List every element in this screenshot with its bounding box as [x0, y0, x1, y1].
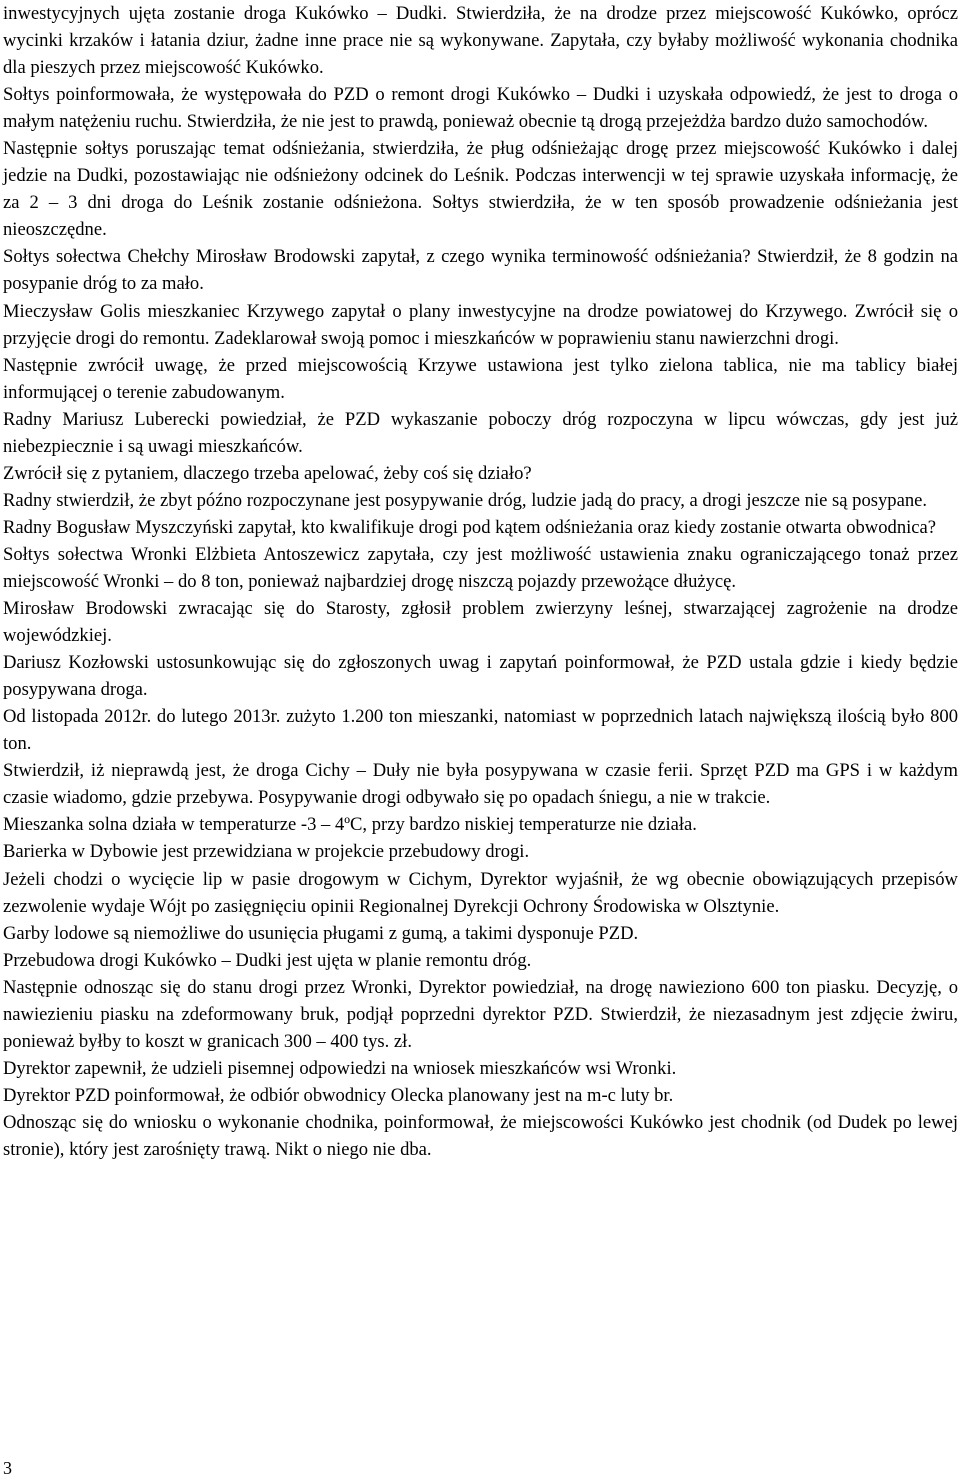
paragraph-20: Przebudowa drogi Kukówko – Dudki jest ujęta w planie remontu dróg.: [3, 949, 532, 971]
paragraph-13: Dariusz Kozłowski ustosunkowując się do zgłoszonych uwag i zapytań poinformował, że PZD ustala gdzie i kiedy będzie posypywana droga.: [3, 652, 958, 701]
paragraph-14: Od listopada 2012r. do lutego 2013r. zużyto 1.200 ton mieszanki, natomiast w poprzednich latach największą ilością było 800 ton.: [3, 706, 958, 755]
paragraph-18: Jeżeli chodzi o wycięcie lip w pasie drogowym w Cichym, Dyrektor wyjaśnił, że wg obecnie obowiązujących przepisów zezwolenie wydaje Wójt po zasięgnięciu opinii Regionalnej Dyrekcji Ochrony Środowiska w Olsztynie.: [3, 868, 958, 917]
paragraph-10: Radny Bogusław Myszczyński zapytał, kto kwalifikuje drogi pod kątem odśnieżania oraz kiedy zostanie otwarta obwodnica?: [3, 516, 937, 538]
paragraph-16: Mieszanka solna działa w temperaturze -3 – 4ºC, przy bardzo niskiej temperaturze nie działa.: [3, 814, 697, 836]
paragraph-9: Radny stwierdził, że zbyt późno rozpoczynane jest posypywanie dróg, ludzie jadą do pracy, a drogi jeszcze nie są posypane.: [3, 489, 928, 511]
paragraph-24: Odnosząc się do wniosku o wykonanie chodnika, poinformował, że miejscowości Kukówko jest chodnik (od Dudek po lewej stronie), który jest zarośnięty trawą. Nikt o niego nie dba.: [3, 1111, 958, 1160]
paragraph-4: Sołtys sołectwa Chełchy Mirosław Brodowski zapytał, z czego wynika terminowość odśnieżania? Stwierdził, że 8 godzin na posypanie dróg to za mało.: [3, 246, 958, 295]
paragraph-5: Mieczysław Golis mieszkaniec Krzywego zapytał o plany inwestycyjne na drodze powiatowej do Krzywego. Zwrócił się o przyjęcie drogi do remontu. Zadeklarował swoją pomoc i mieszkańców w poprawieniu stanu nawierzchni drogi.: [3, 300, 958, 349]
paragraph-11: Sołtys sołectwa Wronki Elżbieta Antoszewicz zapytała, czy jest możliwość ustawienia znaku ograniczającego tonaż przez miejscowość Wronki – do 8 ton, ponieważ najbardziej drogę niszczą pojazdy przewożące dłużycę.: [3, 543, 958, 592]
page-number: 3: [3, 1458, 12, 1478]
paragraph-12: Mirosław Brodowski zwracając się do Starosty, zgłosił problem zwierzyny leśnej, stwarzającej zagrożenie na drodze wojewódzkiej.: [3, 598, 958, 647]
paragraph-19: Garby lodowe są niemożliwe do usunięcia pługami z gumą, a takimi dysponuje PZD.: [3, 922, 639, 944]
paragraph-15: Stwierdził, iż nieprawdą jest, że droga Cichy – Duły nie była posypywana w czasie ferii. Sprzęt PZD ma GPS i w każdym czasie wiadomo, gdzie przebywa. Posypywanie drogi odbywało się po opadach śniegu, a nie w trakcie.: [3, 760, 958, 809]
paragraph-8: Zwrócił się z pytaniem, dlaczego trzeba apelować, żeby coś się działo?: [3, 462, 532, 484]
paragraph-7: Radny Mariusz Luberecki powiedział, że PZD wykaszanie poboczy dróg rozpoczyna w lipcu wówczas, gdy jest już niebezpiecznie i są uwagi mieszkańców.: [3, 408, 958, 457]
paragraph-17: Barierka w Dybowie jest przewidziana w projekcie przebudowy drogi.: [3, 841, 530, 863]
paragraph-3: Następnie sołtys poruszając temat odśnieżania, stwierdziła, że pług odśnieżając drogę przez miejscowość Kukówko i dalej jedzie na Dudki, pozostawiając nie odśnieżony odcinek do Leśnik. Podczas interwencji w tej sprawie uzyskała informację, że za 2 – 3 dni droga do Leśnik zostanie odśnieżona. Sołtys stwierdziła, że w ten sposób prowadzenie odśnieżania jest nieoszczędne.: [3, 138, 958, 241]
paragraph-23: Dyrektor PZD poinformował, że odbiór obwodnicy Olecka planowany jest na m-c luty br.: [3, 1084, 674, 1106]
paragraph-2: Sołtys poinformowała, że występowała do PZD o remont drogi Kukówko – Dudki i uzyskała odpowiedź, że jest to droga o małym natężeniu ruchu. Stwierdziła, że nie jest to prawdą, ponieważ obecnie tą drogą przejeżdża bardzo dużo samochodów.: [3, 84, 958, 133]
paragraph-21: Następnie odnosząc się do stanu drogi przez Wronki, Dyrektor powiedział, na drogę nawieziono 600 ton piasku. Decyzję, o nawiezieniu piasku na zdeformowany bruk, podjął poprzedni dyrektor PZD. Stwierdził, że niezasadnym jest zdjęcie żwiru, ponieważ byłby to koszt w granicach 300 – 400 tys. zł.: [3, 976, 958, 1052]
paragraph-22: Dyrektor zapewnił, że udzieli pisemnej odpowiedzi na wniosek mieszkańców wsi Wronki.: [3, 1057, 677, 1079]
paragraph-6: Następnie zwrócił uwagę, że przed miejscowością Krzywe ustawiona jest tylko zielona tablica, nie ma tablicy białej informującej o terenie zabudowanym.: [3, 354, 958, 403]
document-page: [3, 0, 958, 1163]
paragraph-1: inwestycyjnych ujęta zostanie droga Kukówko – Dudki. Stwierdziła, że na drodze przez miejscowość Kukówko, oprócz wycinki krzaków i łatania dziur, żadne inne prace nie są wykonywane. Zapytała, czy byłaby możliwość wykonania chodnika dla pieszych przez miejscowość Kukówko.: [3, 3, 958, 79]
